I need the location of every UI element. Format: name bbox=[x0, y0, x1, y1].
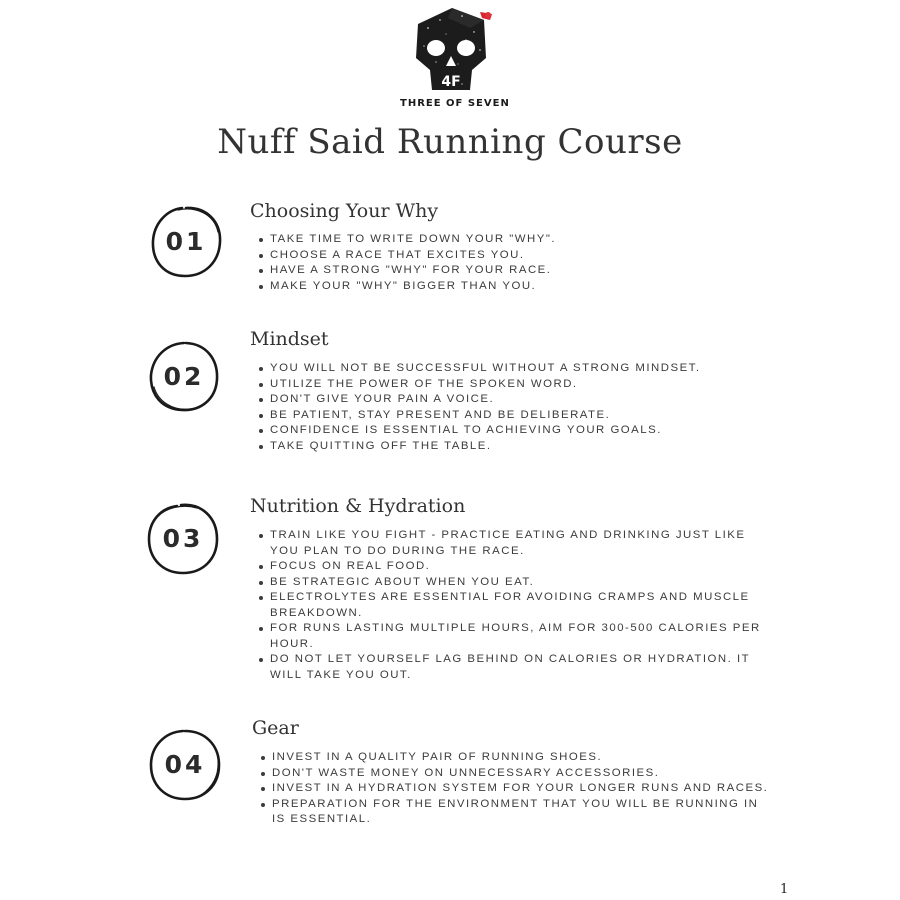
list-item: TAKE TIME TO WRITE DOWN YOUR "WHY". bbox=[270, 232, 770, 248]
bullet-list bbox=[251, 361, 770, 454]
list-item: BE STRATEGIC ABOUT WHEN YOU EAT. bbox=[270, 575, 770, 591]
section-number: 01 bbox=[165, 227, 207, 256]
bullet-list bbox=[251, 528, 770, 683]
list-item: CHOOSE A RACE THAT EXCITES YOU. bbox=[270, 248, 770, 264]
list-item: INVEST IN A QUALITY PAIR OF RUNNING SHOES. bbox=[272, 750, 772, 766]
section-number: 04 bbox=[164, 750, 206, 779]
skull-logo bbox=[400, 6, 510, 112]
bullet-list bbox=[253, 750, 772, 828]
page-title: Nuff Said Running Course bbox=[217, 122, 683, 162]
list-item: DON'T WASTE MONEY ON UNNECESSARY ACCESSORIES. bbox=[272, 766, 772, 782]
bullet-list bbox=[251, 232, 770, 294]
section-number-badge bbox=[147, 727, 223, 803]
list-item: ELECTROLYTES ARE ESSENTIAL FOR AVOIDING CRAMPS AND MUSCLE BREAKDOWN. bbox=[270, 590, 770, 621]
list-item: FOR RUNS LASTING MULTIPLE HOURS, AIM FOR 300-500 CALORIES PER HOUR. bbox=[270, 621, 770, 652]
section-number-badge bbox=[148, 204, 224, 280]
list-item: UTILIZE THE POWER OF THE SPOKEN WORD. bbox=[270, 377, 770, 393]
section-number-badge bbox=[146, 339, 222, 415]
list-item: BE PATIENT, STAY PRESENT AND BE DELIBERATE. bbox=[270, 408, 770, 424]
list-item: PREPARATION FOR THE ENVIRONMENT THAT YOU WILL BE RUNNING IN IS ESSENTIAL. bbox=[272, 797, 772, 828]
list-item: DON'T GIVE YOUR PAIN A VOICE. bbox=[270, 392, 770, 408]
list-item: HAVE A STRONG "WHY" FOR YOUR RACE. bbox=[270, 263, 770, 279]
section-number: 02 bbox=[163, 362, 205, 391]
list-item: DO NOT LET YOURSELF LAG BEHIND ON CALORIES OR HYDRATION. IT WILL TAKE YOU OUT. bbox=[270, 652, 770, 683]
section-heading: Gear bbox=[252, 717, 299, 739]
list-item: TAKE QUITTING OFF THE TABLE. bbox=[270, 439, 770, 455]
svg-text:4F: 4F bbox=[441, 74, 461, 90]
section-number: 03 bbox=[162, 524, 204, 553]
list-item: INVEST IN A HYDRATION SYSTEM FOR YOUR LONGER RUNS AND RACES. bbox=[272, 781, 772, 797]
section-heading: Nutrition & Hydration bbox=[250, 495, 466, 517]
list-item: TRAIN LIKE YOU FIGHT - PRACTICE EATING AND DRINKING JUST LIKE YOU PLAN TO DO DURING THE RACE. bbox=[270, 528, 770, 559]
list-item: FOCUS ON REAL FOOD. bbox=[270, 559, 770, 575]
section-number-badge bbox=[145, 501, 221, 577]
section-heading: Mindset bbox=[250, 328, 329, 350]
list-item: CONFIDENCE IS ESSENTIAL TO ACHIEVING YOUR GOALS. bbox=[270, 423, 770, 439]
list-item: MAKE YOUR "WHY" BIGGER THAN YOU. bbox=[270, 279, 770, 295]
skull-icon bbox=[400, 6, 500, 98]
list-item: YOU WILL NOT BE SUCCESSFUL WITHOUT A STRONG MINDSET. bbox=[270, 361, 770, 377]
page-number: 1 bbox=[780, 882, 789, 897]
logo-text: THREE OF SEVEN bbox=[400, 98, 510, 109]
section-heading: Choosing Your Why bbox=[250, 200, 439, 222]
